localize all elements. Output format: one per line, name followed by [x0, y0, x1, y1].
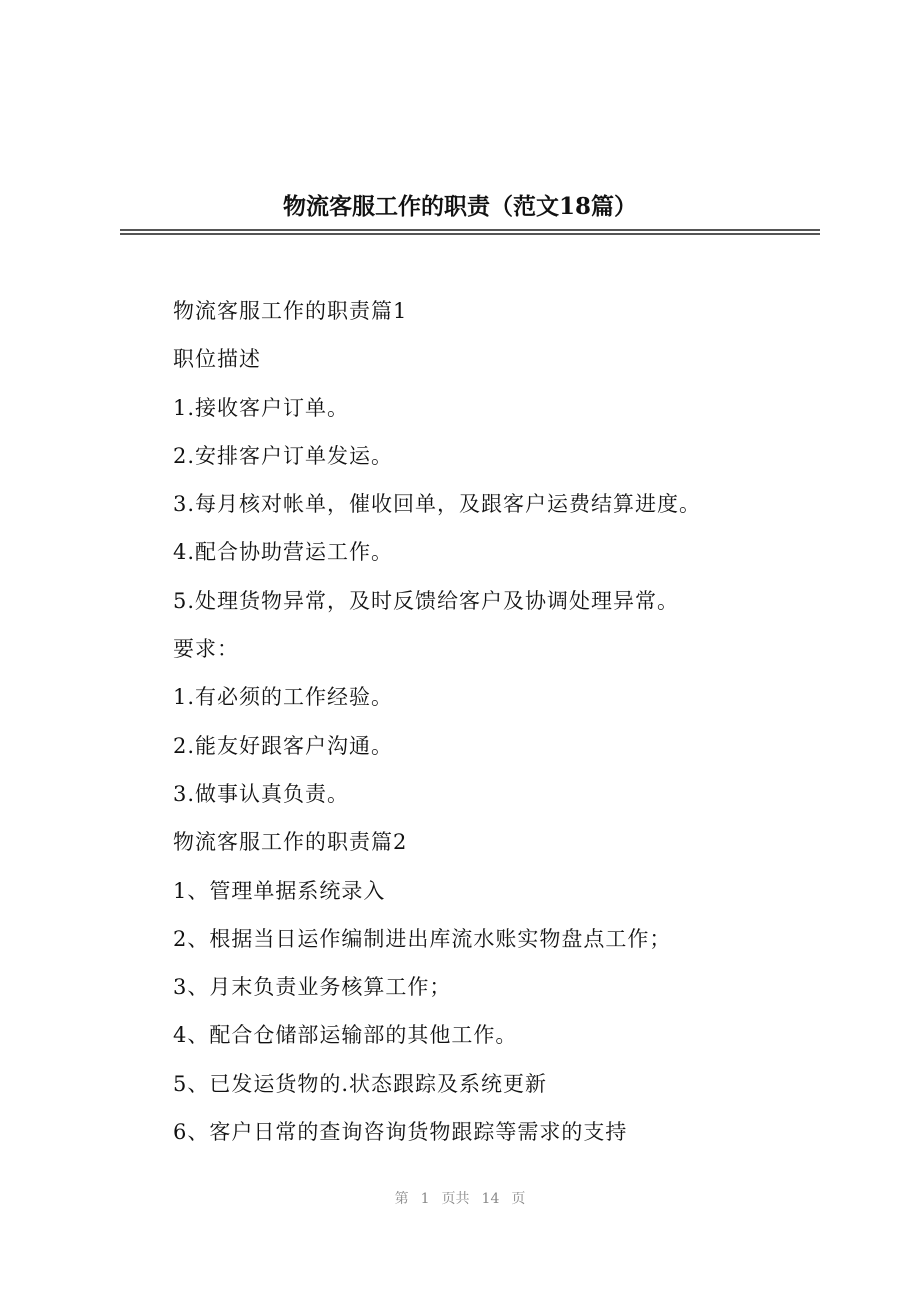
subheading: 职位描述 [173, 347, 261, 372]
title-divider-2 [120, 233, 820, 235]
footer-page-number: 1 [420, 1191, 430, 1207]
title-divider [120, 229, 820, 231]
list-item: 2、根据当日运作编制进出库流水账实物盘点工作； [173, 926, 672, 951]
list-item: 1.接收客户订单。 [173, 395, 350, 420]
list-item: 2.安排客户订单发运。 [173, 443, 394, 468]
section-heading: 物流客服工作的职责篇1 [173, 299, 408, 323]
footer-prefix: 第 [394, 1191, 409, 1207]
list-item: 4、配合仓储部运输部的其他工作。 [173, 1023, 518, 1048]
list-item: 1.有必须的工作经验。 [173, 685, 394, 710]
document-title: 物流客服工作的职责（范文18篇） [282, 193, 637, 220]
page-footer [0, 1188, 920, 1208]
document-body [173, 296, 853, 1165]
list-item: 5、已发运货物的.状态跟踪及系统更新 [173, 1071, 548, 1096]
section-heading: 物流客服工作的职责篇2 [173, 830, 408, 855]
list-item: 1、管理单据系统录入 [173, 878, 386, 903]
list-item: 6、客户日常的查询咨询货物跟踪等需求的支持 [173, 1120, 628, 1145]
footer-total-pages: 14 [481, 1191, 500, 1207]
list-item: 3.做事认真负责。 [173, 781, 350, 806]
footer-mid: 页共 [441, 1191, 470, 1207]
footer-suffix: 页 [511, 1191, 526, 1207]
subheading: 要求： [173, 637, 239, 662]
list-item: 4.配合协助营运工作。 [173, 540, 394, 565]
list-item: 3.每月核对帐单，催收回单，及跟客户运费结算进度。 [173, 492, 702, 517]
list-item: 3、月末负责业务核算工作； [173, 975, 452, 1000]
list-item: 2.能友好跟客户沟通。 [173, 733, 394, 758]
list-item: 5.处理货物异常，及时反馈给客户及协调处理异常。 [173, 588, 680, 613]
